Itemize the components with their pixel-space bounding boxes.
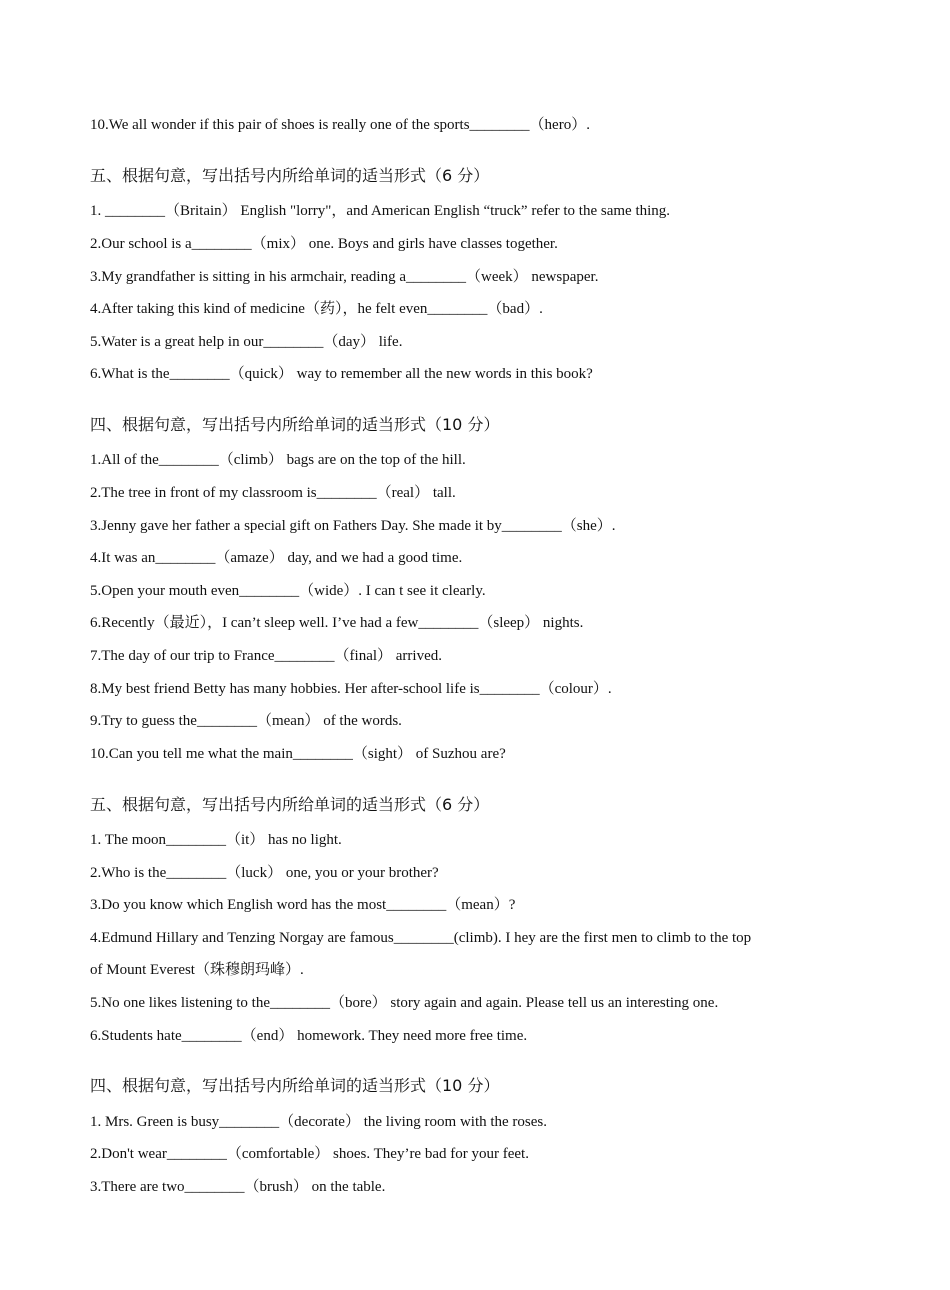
exercise-item: 4.It was an________（amaze） day, and we had a good time. [90,550,463,566]
exercise-item: 3.Jenny gave her father a special gift on Fathers Day. She made it by________（she）. [90,518,616,534]
exercise-item: 5.Open your mouth even________（wide）. I can t see it clearly. [90,583,486,599]
exercise-item: 2.Who is the________（luck） one, you or your brother? [90,865,439,881]
section-heading: 四、根据句意，写出括号内所给单词的适当形式（10 分） [90,1076,500,1095]
exercise-item: 3.There are two________（brush） on the table. [90,1179,386,1195]
exercise-item: 5.No one likes listening to the________（bore） story again and again. Please tell us an interesting one. [90,995,719,1011]
exercise-item: 1. Mrs. Green is busy________（decorate） the living room with the roses. [90,1114,548,1130]
exercise-item: 10.Can you tell me what the main________（sight） of Suzhou are? [90,746,506,762]
exercise-item: 9.Try to guess the________（mean） of the words. [90,713,402,729]
section-heading: 四、根据句意，写出括号内所给单词的适当形式（10 分） [90,415,500,434]
exercise-item-continuation: of Mount Everest（珠穆朗玛峰）. [90,962,304,978]
exercise-item: 7.The day of our trip to France________（final） arrived. [90,648,442,664]
exercise-item: 5.Water is a great help in our________（day） life. [90,334,403,350]
exercise-item: 6.Recently（最近），I can’t sleep well. I’ve had a few________（sleep） nights. [90,615,584,631]
exercise-item: 4.Edmund Hillary and Tenzing Norgay are famous________(climb). I hey are the first men to climb to the top [90,930,752,946]
exercise-item: 8.My best friend Betty has many hobbies. Her after-school life is________（colour）. [90,681,612,697]
exercise-item: 2.Don't wear________（comfortable） shoes. They’re bad for your feet. [90,1146,529,1162]
exercise-item: 6.What is the________（quick） way to remember all the new words in this book? [90,366,593,382]
section-heading: 五、根据句意，写出括号内所给单词的适当形式（6 分） [90,795,490,814]
exercise-item: 4.After taking this kind of medicine（药），he felt even________（bad）. [90,301,543,317]
exercise-item: 3.My grandfather is sitting in his armchair, reading a________（week） newspaper. [90,269,599,285]
exercise-item: 6.Students hate________（end） homework. They need more free time. [90,1028,528,1044]
section-heading: 五、根据句意，写出括号内所给单词的适当形式（6 分） [90,166,490,185]
exercise-item: 1.All of the________（climb） bags are on the top of the hill. [90,452,466,468]
exercise-item: 1. ________（Britain） English "lorry"，and American English “truck” refer to the same thing. [90,203,671,219]
exercise-item: 3.Do you know which English word has the most________（mean）? [90,897,516,913]
exercise-item: 2.Our school is a________（mix） one. Boys and girls have classes together. [90,236,558,252]
exercise-item: 1. The moon________（it） has no light. [90,832,342,848]
exercise-item: 10.We all wonder if this pair of shoes is really one of the sports________（hero）. [90,117,590,133]
exercise-item: 2.The tree in front of my classroom is________（real） tall. [90,485,456,501]
